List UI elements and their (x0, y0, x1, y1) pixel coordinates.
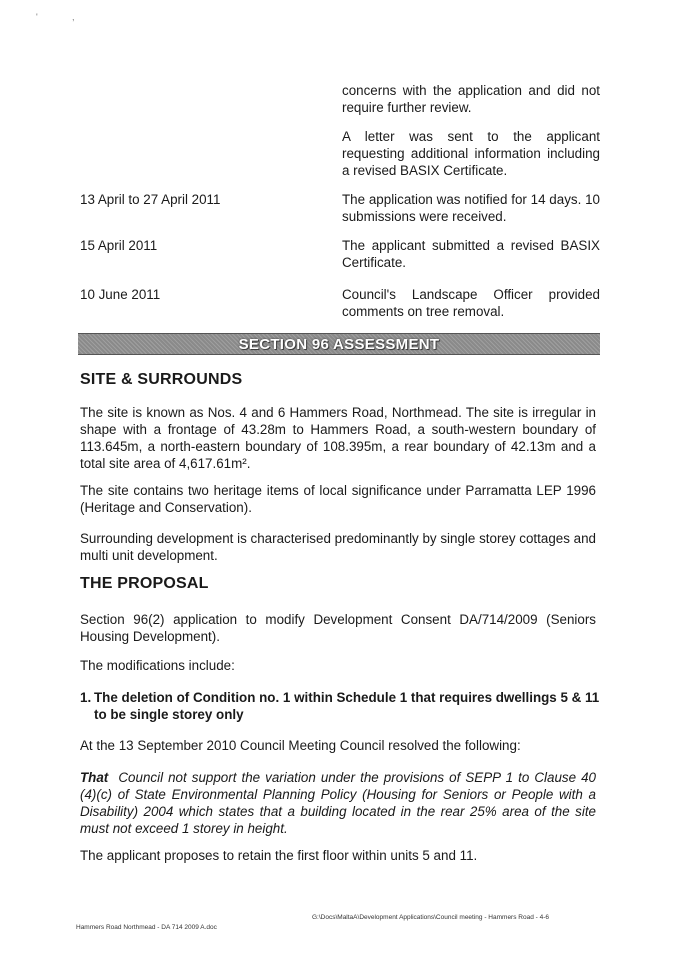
application-paragraph: Section 96(2) application to modify Development Consent DA/714/2009 (Seniors Housing Development). (80, 612, 596, 644)
resolution-lead: That (80, 770, 109, 785)
section-heading-bar (78, 333, 600, 355)
item-text: The deletion of Condition no. 1 within Schedule 1 that requires dwellings 5 & 11 to be single storey only (94, 690, 600, 722)
timeline-description: A letter was sent to the applicant requesting additional information including a revised BASIX Certificate. (342, 129, 600, 178)
scan-mark: ' (36, 12, 38, 22)
heritage-paragraph: The site contains two heritage items of local significance under Parramatta LEP 1996 (Heritage and Conservation). (80, 483, 596, 515)
proposal-heading: THE PROPOSAL (80, 575, 209, 592)
meeting-paragraph: At the 13 September 2010 Council Meeting Council resolved the following: (80, 738, 521, 753)
footer-path: G:\Docs\MaltaA\Development Applications\Council meeting - Hammers Road - 4-6 (312, 914, 549, 921)
timeline-description: The applicant submitted a revised BASIX Certificate. (342, 238, 600, 270)
section-heading-text: SECTION 96 ASSESSMENT (238, 335, 440, 353)
surrounding-paragraph: Surrounding development is characterised predominantly by single storey cottages and multi unit development. (80, 531, 596, 563)
resolution-text: Council not support the variation under the provisions of SEPP 1 to Clause 40 (4)(c) of State Environmental Planning Policy (Housing for Seniors or People with a Disability) 2004 which states that a building located in the rear 25% area of the site must not exceed 1 storey in height. (80, 770, 597, 836)
resolution-quote (80, 769, 596, 837)
modifications-intro: The modifications include: (80, 658, 235, 673)
item-number: 1. (80, 690, 92, 705)
site-heading: SITE & SURROUNDS (80, 371, 243, 388)
timeline-date: 13 April to 27 April 2011 (80, 192, 221, 207)
site-description-paragraph: The site is known as Nos. 4 and 6 Hammers Road, Northmead. The site is irregular in shape with a frontage of 43.28m to Hammers Road, a south-western boundary of 113.645m, a north-eastern boundary of 108.395m, a rear boundary of 42.13m and a total site area of 4,617.61m². (80, 405, 596, 471)
timeline-date: 10 June 2011 (80, 287, 161, 302)
timeline-date: 15 April 2011 (80, 238, 158, 253)
retain-floor-paragraph: The applicant proposes to retain the first floor within units 5 and 11. (80, 848, 478, 863)
timeline-description: The application was notified for 14 days. 10 submissions were received. (342, 192, 600, 224)
scan-mark: , (72, 12, 75, 22)
timeline-description: concerns with the application and did not require further review. (342, 83, 600, 115)
timeline-description: Council's Landscape Officer provided comments on tree removal. (342, 287, 600, 319)
modification-item (80, 689, 600, 723)
footer-filename: Hammers Road Northmead - DA 714 2009 A.doc (76, 924, 217, 931)
